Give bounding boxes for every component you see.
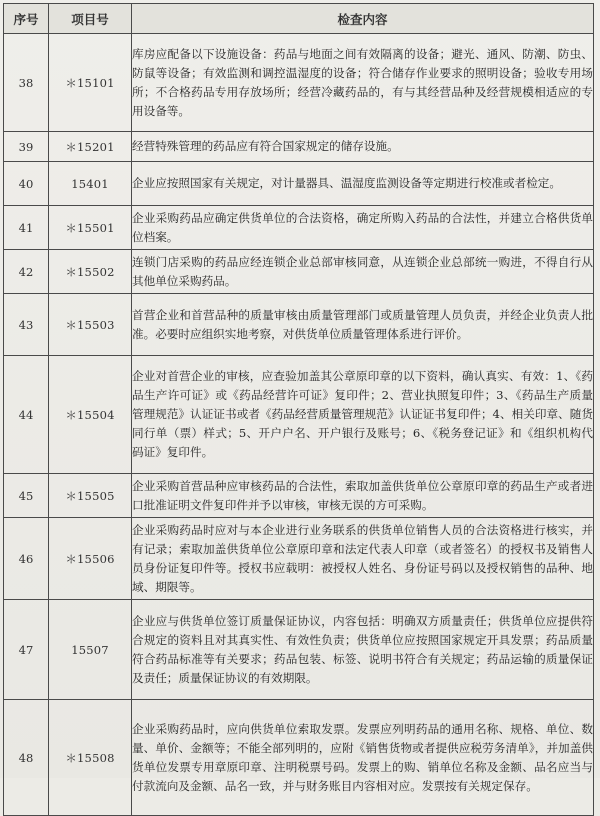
row-content: 企业采购药品时，应向供货单位索取发票。发票应列明药品的通用名称、规格、单位、数量、单价、金额等；不能全部列明的，应附《销售货物或者提供应税劳务清单》，并加盖供货单位发票专用章原印章、注明税票号码。发票上的购、销单位名称及金额、品名应当与付款流向及金额、品名一致，并与财务账目内容相对应。发票按有关规定保存。 (132, 700, 594, 816)
inspection-table (3, 3, 594, 816)
table-row (4, 518, 594, 600)
header-item-no: 项目号 (49, 4, 132, 34)
row-content: 首营企业和首营品种的质量审核由质量管理部门或质量管理人员负责，并经企业负责人批准。必要时应组织实地考察，对供货单位质量管理体系进行评价。 (132, 294, 594, 356)
row-item-code: ＊15502 (49, 250, 132, 294)
row-content: 企业应按照国家有关规定，对计量器具、温湿度监测设备等定期进行校准或者检定。 (132, 162, 594, 206)
table-row (4, 700, 594, 816)
row-item-code: ＊15504 (49, 356, 132, 474)
row-content: 企业对首营企业的审核，应查验加盖其公章原印章的以下资料，确认真实、有效：1、《药品生产许可证》或《药品经营许可证》复印件；2、营业执照复印件；3、《药品生产质量管理规范》认证证书或者《药品经营质量管理规范》认证证书复印件；4、相关印章、随货同行单（票）样式；5、开户户名、开户银行及账号；6、《税务登记证》和《组织机构代码证》复印件。 (132, 356, 594, 474)
row-seq: 41 (4, 206, 49, 250)
row-content: 企业采购首营品种应审核药品的合法性，索取加盖供货单位公章原印章的药品生产或者进口批准证明文件复印件并予以审核，审核无误的方可采购。 (132, 474, 594, 518)
row-seq: 46 (4, 518, 49, 600)
row-seq: 47 (4, 600, 49, 700)
row-item-code: ＊15501 (49, 206, 132, 250)
row-content: 经营特殊管理的药品应有符合国家规定的储存设施。 (132, 132, 594, 162)
row-seq: 40 (4, 162, 49, 206)
row-item-code: ＊15503 (49, 294, 132, 356)
row-seq: 38 (4, 34, 49, 132)
row-item-code: ＊15201 (49, 132, 132, 162)
row-seq: 43 (4, 294, 49, 356)
row-item-code: ＊15505 (49, 474, 132, 518)
row-content: 企业应与供货单位签订质量保证协议，内容包括：明确双方质量责任；供货单位应提供符合规定的资料且对其真实性、有效性负责；供货单位应按照国家规定开具发票；药品质量符合药品标准等有关要求；药品包装、标签、说明书符合有关规定；药品运输的质量保证及责任；质量保证协议的有效期限。 (132, 600, 594, 700)
table-header-row (4, 4, 594, 34)
row-item-code: ＊15508 (49, 700, 132, 816)
row-seq: 42 (4, 250, 49, 294)
row-content: 企业采购药品应确定供货单位的合法资格，确定所购入药品的合法性，并建立合格供货单位档案。 (132, 206, 594, 250)
table-row (4, 206, 594, 250)
row-seq: 45 (4, 474, 49, 518)
header-content: 检查内容 (132, 4, 594, 34)
row-seq: 39 (4, 132, 49, 162)
table-row (4, 294, 594, 356)
row-item-code: ＊15101 (49, 34, 132, 132)
row-content: 企业采购药品时应对与本企业进行业务联系的供货单位销售人员的合法资格进行核实，并有记录；索取加盖供货单位公章原印章和法定代表人印章（或者签名）的授权书及销售人员身份证复印件等。授权书应载明：被授权人姓名、身份证号码以及授权销售的品种、地域、期限等。 (132, 518, 594, 600)
table-row (4, 162, 594, 206)
row-content: 连锁门店采购的药品应经连锁企业总部审核同意，从连锁企业总部统一购进，不得自行从其他单位采购药品。 (132, 250, 594, 294)
table-row (4, 600, 594, 700)
table-row (4, 250, 594, 294)
table-row (4, 132, 594, 162)
row-content: 库房应配备以下设施设备：药品与地面之间有效隔离的设备；避光、通风、防潮、防虫、防鼠等设备；有效监测和调控温湿度的设备；符合储存作业要求的照明设备；验收专用场所；不合格药品专用存放场所；经营冷藏药品的，有与其经营品种及经营规模相适应的专用设备等。 (132, 34, 594, 132)
header-seq: 序号 (4, 4, 49, 34)
row-item-code: 15507 (49, 600, 132, 700)
row-seq: 48 (4, 700, 49, 816)
table-row (4, 474, 594, 518)
row-item-code: ＊15506 (49, 518, 132, 600)
row-item-code: 15401 (49, 162, 132, 206)
table-row (4, 34, 594, 132)
table-row (4, 356, 594, 474)
row-seq: 44 (4, 356, 49, 474)
